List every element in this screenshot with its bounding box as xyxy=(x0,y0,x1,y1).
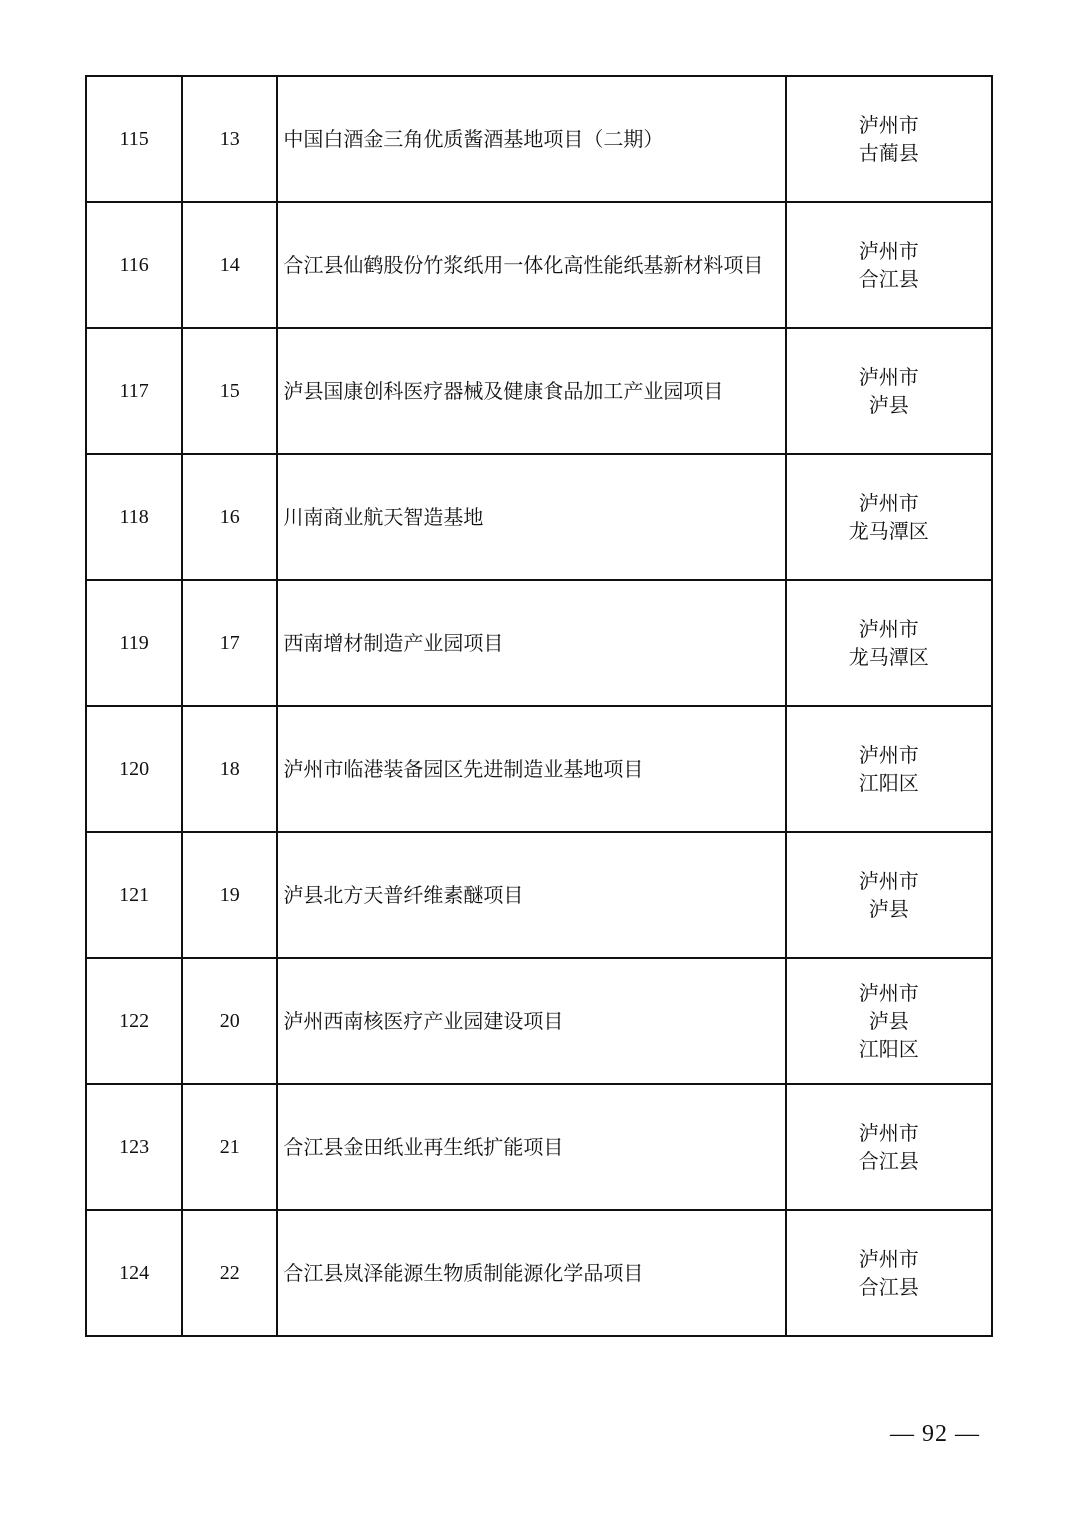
row-location xyxy=(786,580,992,706)
location-city: 泸州市 xyxy=(858,1121,919,1145)
row-seq: 120 xyxy=(86,706,182,832)
location-city: 泸州市 xyxy=(858,113,919,137)
location-city: 泸州市 xyxy=(858,239,919,263)
table-row xyxy=(86,1084,992,1210)
row-seq: 123 xyxy=(86,1084,182,1210)
row-sub-number: 19 xyxy=(182,832,277,958)
location-district: 龙马潭区 xyxy=(848,645,929,669)
row-sub-number: 15 xyxy=(182,328,277,454)
row-seq: 119 xyxy=(86,580,182,706)
row-location xyxy=(786,958,992,1084)
table-row xyxy=(86,832,992,958)
table-row xyxy=(86,454,992,580)
row-project-name: 泸县北方天普纤维素醚项目 xyxy=(277,832,785,958)
row-project-name: 合江县仙鹤股份竹浆纸用一体化高性能纸基新材料项目 xyxy=(277,202,785,328)
row-seq: 116 xyxy=(86,202,182,328)
row-location xyxy=(786,328,992,454)
row-project-name: 中国白酒金三角优质酱酒基地项目（二期） xyxy=(277,76,785,202)
location-district: 龙马潭区 xyxy=(848,519,929,543)
table-row xyxy=(86,76,992,202)
location-district: 合江县 xyxy=(858,267,919,291)
row-location xyxy=(786,706,992,832)
location-city: 泸州市 xyxy=(858,981,919,1005)
location-district-secondary: 江阳区 xyxy=(858,1037,919,1061)
row-project-name: 合江县岚泽能源生物质制能源化学品项目 xyxy=(277,1210,785,1336)
row-sub-number: 16 xyxy=(182,454,277,580)
row-seq: 117 xyxy=(86,328,182,454)
row-seq: 124 xyxy=(86,1210,182,1336)
row-location xyxy=(786,1210,992,1336)
project-table-body xyxy=(86,76,992,1336)
row-location xyxy=(786,202,992,328)
row-location xyxy=(786,454,992,580)
location-city: 泸州市 xyxy=(858,617,919,641)
row-seq: 122 xyxy=(86,958,182,1084)
location-district: 合江县 xyxy=(858,1149,919,1173)
row-sub-number: 20 xyxy=(182,958,277,1084)
table-row xyxy=(86,328,992,454)
location-district: 江阳区 xyxy=(858,771,919,795)
location-district: 泸县 xyxy=(868,393,909,417)
table-row xyxy=(86,580,992,706)
row-location xyxy=(786,1084,992,1210)
row-project-name: 泸州市临港装备园区先进制造业基地项目 xyxy=(277,706,785,832)
row-location xyxy=(786,76,992,202)
row-seq: 115 xyxy=(86,76,182,202)
row-project-name: 泸州西南核医疗产业园建设项目 xyxy=(277,958,785,1084)
row-project-name: 川南商业航天智造基地 xyxy=(277,454,785,580)
location-district: 合江县 xyxy=(858,1275,919,1299)
location-city: 泸州市 xyxy=(858,869,919,893)
row-sub-number: 13 xyxy=(182,76,277,202)
row-sub-number: 21 xyxy=(182,1084,277,1210)
location-city: 泸州市 xyxy=(858,365,919,389)
table-row xyxy=(86,1210,992,1336)
table-row xyxy=(86,202,992,328)
row-sub-number: 18 xyxy=(182,706,277,832)
location-district: 泸县 xyxy=(868,1009,909,1033)
location-district: 古蔺县 xyxy=(858,141,919,165)
table-row xyxy=(86,958,992,1084)
row-seq: 121 xyxy=(86,832,182,958)
row-sub-number: 17 xyxy=(182,580,277,706)
project-table xyxy=(85,75,993,1337)
row-seq: 118 xyxy=(86,454,182,580)
row-project-name: 西南增材制造产业园项目 xyxy=(277,580,785,706)
row-location xyxy=(786,832,992,958)
location-district: 泸县 xyxy=(868,897,909,921)
row-project-name: 泸县国康创科医疗器械及健康食品加工产业园项目 xyxy=(277,328,785,454)
table-row xyxy=(86,706,992,832)
page-number: — 92 — xyxy=(890,1421,980,1447)
location-city: 泸州市 xyxy=(858,1247,919,1271)
row-project-name: 合江县金田纸业再生纸扩能项目 xyxy=(277,1084,785,1210)
location-city: 泸州市 xyxy=(858,491,919,515)
row-sub-number: 22 xyxy=(182,1210,277,1336)
row-sub-number: 14 xyxy=(182,202,277,328)
location-city: 泸州市 xyxy=(858,743,919,767)
